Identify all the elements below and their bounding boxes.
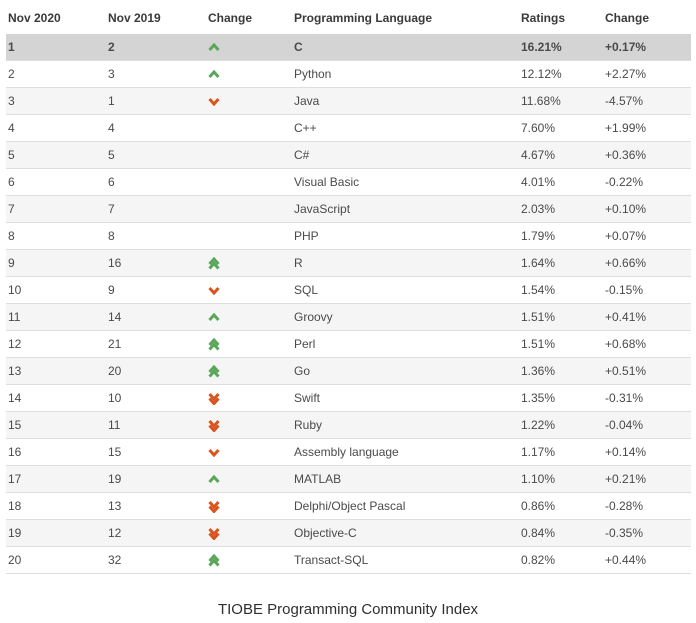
ratings-change-cell: +0.07% xyxy=(603,223,691,250)
ratings-change-cell: -0.31% xyxy=(603,385,691,412)
change-arrow-cell xyxy=(206,358,292,385)
table-row[interactable] xyxy=(6,142,691,169)
ratings-cell: 2.03% xyxy=(519,196,603,223)
rank-2019-cell: 6 xyxy=(106,169,206,196)
rank-2020-cell: 14 xyxy=(6,385,106,412)
table-row[interactable] xyxy=(6,196,691,223)
ratings-change-cell: +0.10% xyxy=(603,196,691,223)
double-down-arrow-icon xyxy=(208,392,220,405)
rank-2020-cell: 6 xyxy=(6,169,106,196)
rank-2019-cell: 32 xyxy=(106,547,206,574)
ratings-change-cell: -0.35% xyxy=(603,520,691,547)
ratings-change-cell: -0.04% xyxy=(603,412,691,439)
ratings-cell: 1.17% xyxy=(519,439,603,466)
change-arrow-cell xyxy=(206,34,292,61)
ratings-change-cell: -0.22% xyxy=(603,169,691,196)
language-cell: PHP xyxy=(292,223,519,250)
language-cell: C++ xyxy=(292,115,519,142)
ratings-change-cell: +0.51% xyxy=(603,358,691,385)
change-arrow-cell xyxy=(206,385,292,412)
up-arrow-icon xyxy=(208,475,220,484)
rank-2020-cell: 10 xyxy=(6,277,106,304)
rank-2019-cell: 12 xyxy=(106,520,206,547)
rank-2020-cell: 3 xyxy=(6,88,106,115)
rank-2020-cell: 20 xyxy=(6,547,106,574)
ratings-cell: 1.36% xyxy=(519,358,603,385)
rank-2020-cell: 13 xyxy=(6,358,106,385)
language-cell: Visual Basic xyxy=(292,169,519,196)
table-row[interactable] xyxy=(6,412,691,439)
change-arrow-cell xyxy=(206,169,292,196)
ratings-cell: 7.60% xyxy=(519,115,603,142)
ratings-cell: 4.01% xyxy=(519,169,603,196)
rank-2020-cell: 9 xyxy=(6,250,106,277)
change-arrow-cell xyxy=(206,250,292,277)
rank-2019-cell: 16 xyxy=(106,250,206,277)
rank-2020-cell: 1 xyxy=(6,34,106,61)
ratings-cell: 0.84% xyxy=(519,520,603,547)
rank-2019-cell: 13 xyxy=(106,493,206,520)
up-arrow-icon xyxy=(208,313,220,322)
ratings-change-cell: +0.41% xyxy=(603,304,691,331)
language-cell: Assembly language xyxy=(292,439,519,466)
ratings-change-cell: +0.68% xyxy=(603,331,691,358)
ratings-cell: 1.51% xyxy=(519,304,603,331)
table-row[interactable] xyxy=(6,277,691,304)
language-cell: Swift xyxy=(292,385,519,412)
rank-2019-cell: 11 xyxy=(106,412,206,439)
table-row[interactable] xyxy=(6,547,691,574)
change-arrow-cell xyxy=(206,115,292,142)
language-cell: Perl xyxy=(292,331,519,358)
double-down-arrow-icon xyxy=(208,527,220,540)
ratings-change-cell: +0.21% xyxy=(603,466,691,493)
rank-2019-cell: 4 xyxy=(106,115,206,142)
rank-2020-cell: 18 xyxy=(6,493,106,520)
double-up-arrow-icon xyxy=(208,365,220,378)
down-arrow-icon xyxy=(208,286,220,295)
ratings-change-cell: -0.15% xyxy=(603,277,691,304)
table-row[interactable] xyxy=(6,169,691,196)
ratings-cell: 16.21% xyxy=(519,34,603,61)
language-cell: Ruby xyxy=(292,412,519,439)
col-header-change: Change xyxy=(208,11,253,25)
col-header-ratings-change: Change xyxy=(605,11,650,25)
double-up-arrow-icon xyxy=(208,257,220,270)
language-cell: Java xyxy=(292,88,519,115)
change-arrow-cell xyxy=(206,196,292,223)
rank-2019-cell: 20 xyxy=(106,358,206,385)
double-up-arrow-icon xyxy=(208,554,220,567)
table-row[interactable] xyxy=(6,304,691,331)
ratings-change-cell: +0.66% xyxy=(603,250,691,277)
ratings-cell: 1.10% xyxy=(519,466,603,493)
change-arrow-cell xyxy=(206,142,292,169)
language-cell: Python xyxy=(292,61,519,88)
down-arrow-icon xyxy=(208,448,220,457)
ratings-change-cell: +0.17% xyxy=(603,34,691,61)
change-arrow-cell xyxy=(206,547,292,574)
change-arrow-cell xyxy=(206,304,292,331)
language-cell: Groovy xyxy=(292,304,519,331)
rank-2020-cell: 5 xyxy=(6,142,106,169)
language-cell: Transact-SQL xyxy=(292,547,519,574)
rank-2019-cell: 21 xyxy=(106,331,206,358)
rank-2019-cell: 2 xyxy=(106,34,206,61)
language-cell: SQL xyxy=(292,277,519,304)
language-cell: R xyxy=(292,250,519,277)
double-down-arrow-icon xyxy=(208,419,220,432)
table-row[interactable] xyxy=(6,250,691,277)
ratings-cell: 1.35% xyxy=(519,385,603,412)
language-cell: Delphi/Object Pascal xyxy=(292,493,519,520)
table-row[interactable] xyxy=(6,493,691,520)
table-row[interactable] xyxy=(6,385,691,412)
rank-2020-cell: 19 xyxy=(6,520,106,547)
change-arrow-cell xyxy=(206,331,292,358)
rank-2020-cell: 12 xyxy=(6,331,106,358)
ratings-change-cell: +2.27% xyxy=(603,61,691,88)
ratings-cell: 11.68% xyxy=(519,88,603,115)
col-header-programming-language: Programming Language xyxy=(294,11,433,25)
rank-2019-cell: 1 xyxy=(106,88,206,115)
rank-2019-cell: 10 xyxy=(106,385,206,412)
change-arrow-cell xyxy=(206,466,292,493)
language-cell: Go xyxy=(292,358,519,385)
rank-2020-cell: 2 xyxy=(6,61,106,88)
change-arrow-cell xyxy=(206,520,292,547)
rank-2019-cell: 14 xyxy=(106,304,206,331)
up-arrow-icon xyxy=(208,70,220,79)
ratings-cell: 1.54% xyxy=(519,277,603,304)
table-row[interactable] xyxy=(6,88,691,115)
double-down-arrow-icon xyxy=(208,500,220,513)
ratings-cell: 0.82% xyxy=(519,547,603,574)
rank-2020-cell: 15 xyxy=(6,412,106,439)
table-row[interactable] xyxy=(6,466,691,493)
ratings-change-cell: -4.57% xyxy=(603,88,691,115)
rank-2020-cell: 4 xyxy=(6,115,106,142)
rank-2019-cell: 19 xyxy=(106,466,206,493)
down-arrow-icon xyxy=(208,97,220,106)
language-cell: C xyxy=(292,34,519,61)
table-header-row xyxy=(6,0,691,34)
table-row[interactable] xyxy=(6,358,691,385)
up-arrow-icon xyxy=(208,43,220,52)
change-arrow-cell xyxy=(206,223,292,250)
change-arrow-cell xyxy=(206,88,292,115)
table-row[interactable] xyxy=(6,223,691,250)
ratings-change-cell: -0.28% xyxy=(603,493,691,520)
ratings-cell: 1.51% xyxy=(519,331,603,358)
rank-2019-cell: 3 xyxy=(106,61,206,88)
rank-2019-cell: 8 xyxy=(106,223,206,250)
change-arrow-cell xyxy=(206,277,292,304)
change-arrow-cell xyxy=(206,61,292,88)
table-body xyxy=(6,34,691,574)
ratings-change-cell: +0.36% xyxy=(603,142,691,169)
table-row[interactable] xyxy=(6,61,691,88)
tiobe-index-table xyxy=(6,0,691,574)
rank-2019-cell: 7 xyxy=(106,196,206,223)
language-cell: Objective-C xyxy=(292,520,519,547)
language-cell: JavaScript xyxy=(292,196,519,223)
rank-2019-cell: 9 xyxy=(106,277,206,304)
col-header-nov-2020: Nov 2020 xyxy=(8,11,61,25)
language-cell: C# xyxy=(292,142,519,169)
ratings-change-cell: +0.14% xyxy=(603,439,691,466)
table-row[interactable] xyxy=(6,439,691,466)
ratings-cell: 4.67% xyxy=(519,142,603,169)
table-row[interactable] xyxy=(6,34,691,61)
table-row[interactable] xyxy=(6,331,691,358)
rank-2020-cell: 16 xyxy=(6,439,106,466)
change-arrow-cell xyxy=(206,439,292,466)
table-row[interactable] xyxy=(6,115,691,142)
rank-2020-cell: 11 xyxy=(6,304,106,331)
rank-2020-cell: 17 xyxy=(6,466,106,493)
ratings-cell: 1.22% xyxy=(519,412,603,439)
col-header-ratings: Ratings xyxy=(521,11,566,25)
ratings-cell: 1.79% xyxy=(519,223,603,250)
change-arrow-cell xyxy=(206,412,292,439)
language-cell: MATLAB xyxy=(292,466,519,493)
rank-2020-cell: 8 xyxy=(6,223,106,250)
ratings-cell: 0.86% xyxy=(519,493,603,520)
table-caption: TIOBE Programming Community Index xyxy=(217,601,479,618)
rank-2020-cell: 7 xyxy=(6,196,106,223)
col-header-nov-2019: Nov 2019 xyxy=(108,11,161,25)
rank-2019-cell: 5 xyxy=(106,142,206,169)
ratings-change-cell: +0.44% xyxy=(603,547,691,574)
ratings-cell: 12.12% xyxy=(519,61,603,88)
double-up-arrow-icon xyxy=(208,338,220,351)
ratings-cell: 1.64% xyxy=(519,250,603,277)
rank-2019-cell: 15 xyxy=(106,439,206,466)
ratings-change-cell: +1.99% xyxy=(603,115,691,142)
table-row[interactable] xyxy=(6,520,691,547)
change-arrow-cell xyxy=(206,493,292,520)
